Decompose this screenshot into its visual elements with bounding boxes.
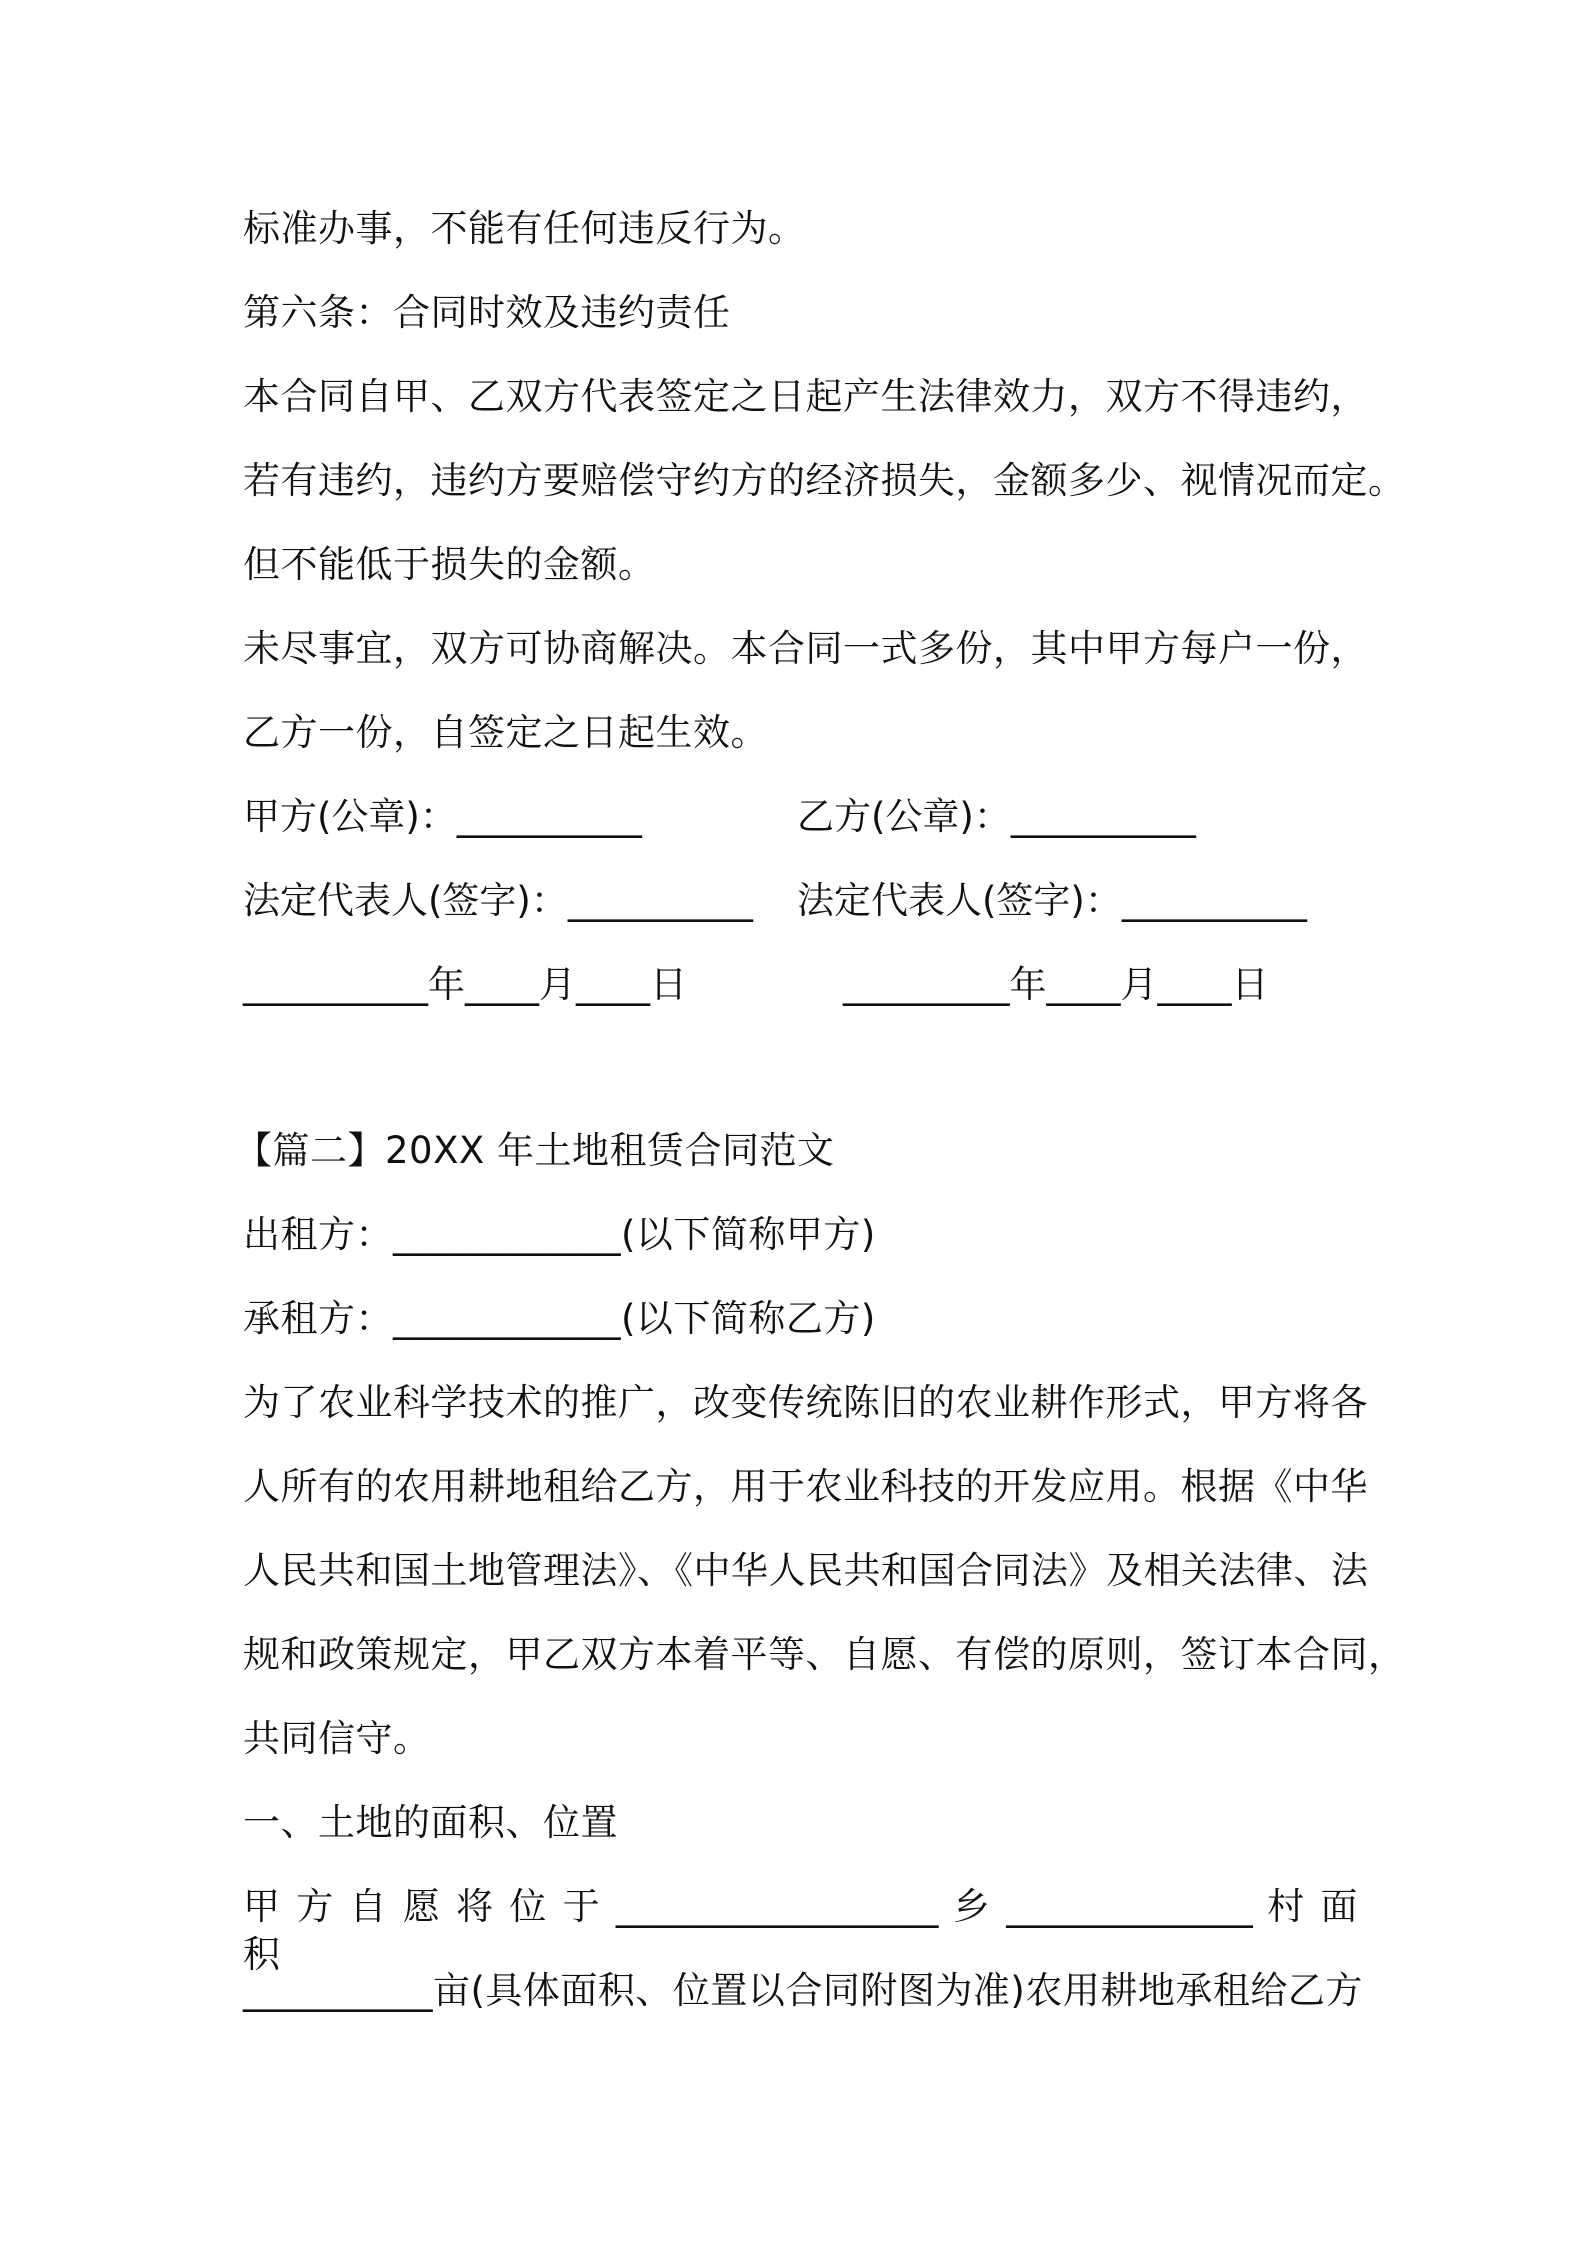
party-b-representative: 法定代表人(签字)：__________	[797, 879, 1307, 922]
lessor-line: 出租方：____________(以下简称甲方)	[243, 1213, 876, 1256]
text-line: 但不能低于损失的金额。	[243, 543, 656, 586]
text-line: 标准办事，不能有任何违反行为。	[243, 207, 806, 250]
section-title: 【篇二】20XX 年土地租赁合同范文	[235, 1129, 835, 1172]
text-line: 本合同自甲、乙双方代表签定之日起产生法律效力，双方不得违约，	[243, 375, 1368, 418]
text-line: 乙方一份，自签定之日起生效。	[243, 711, 768, 754]
clause-heading: 第六条：合同时效及违约责任	[243, 291, 731, 334]
text-line: 共同信守。	[243, 1717, 431, 1760]
lessee-line: 承租方：____________(以下简称乙方)	[243, 1297, 876, 1340]
clause-heading: 一、土地的面积、位置	[243, 1801, 618, 1844]
text-line: 人民共和国土地管理法》、《中华人民共和国合同法》及相关法律、法	[243, 1549, 1369, 1592]
party-b-date: _________年____月____日	[843, 963, 1269, 1006]
party-a-seal: 甲方(公章)：__________	[243, 795, 642, 838]
text-line: 甲 方 自 愿 将 位 于 _________________ 乡 _____________ 村 面 积	[243, 1885, 1358, 1976]
text-line: 为了农业科学技术的推广，改变传统陈旧的农业耕作形式，甲方将各	[243, 1381, 1368, 1424]
text-line: __________亩(具体面积、位置以合同附图为准)农用耕地承租给乙方	[243, 1969, 1363, 2012]
party-a-representative: 法定代表人(签字)：__________	[243, 879, 753, 922]
text-line: 未尽事宜，双方可协商解决。本合同一式多份，其中甲方每户一份，	[243, 627, 1368, 670]
party-a-date: __________年____月____日	[243, 963, 687, 1006]
party-b-seal: 乙方(公章)：__________	[797, 795, 1196, 838]
text-line: 人所有的农用耕地租给乙方，用于农业科技的开发应用。根据《中华	[243, 1465, 1368, 1508]
text-line: 规和政策规定，甲乙双方本着平等、自愿、有偿的原则，签订本合同，	[243, 1633, 1406, 1676]
text-line: 若有违约，违约方要赔偿守约方的经济损失，金额多少、视情况而定。	[243, 459, 1406, 502]
